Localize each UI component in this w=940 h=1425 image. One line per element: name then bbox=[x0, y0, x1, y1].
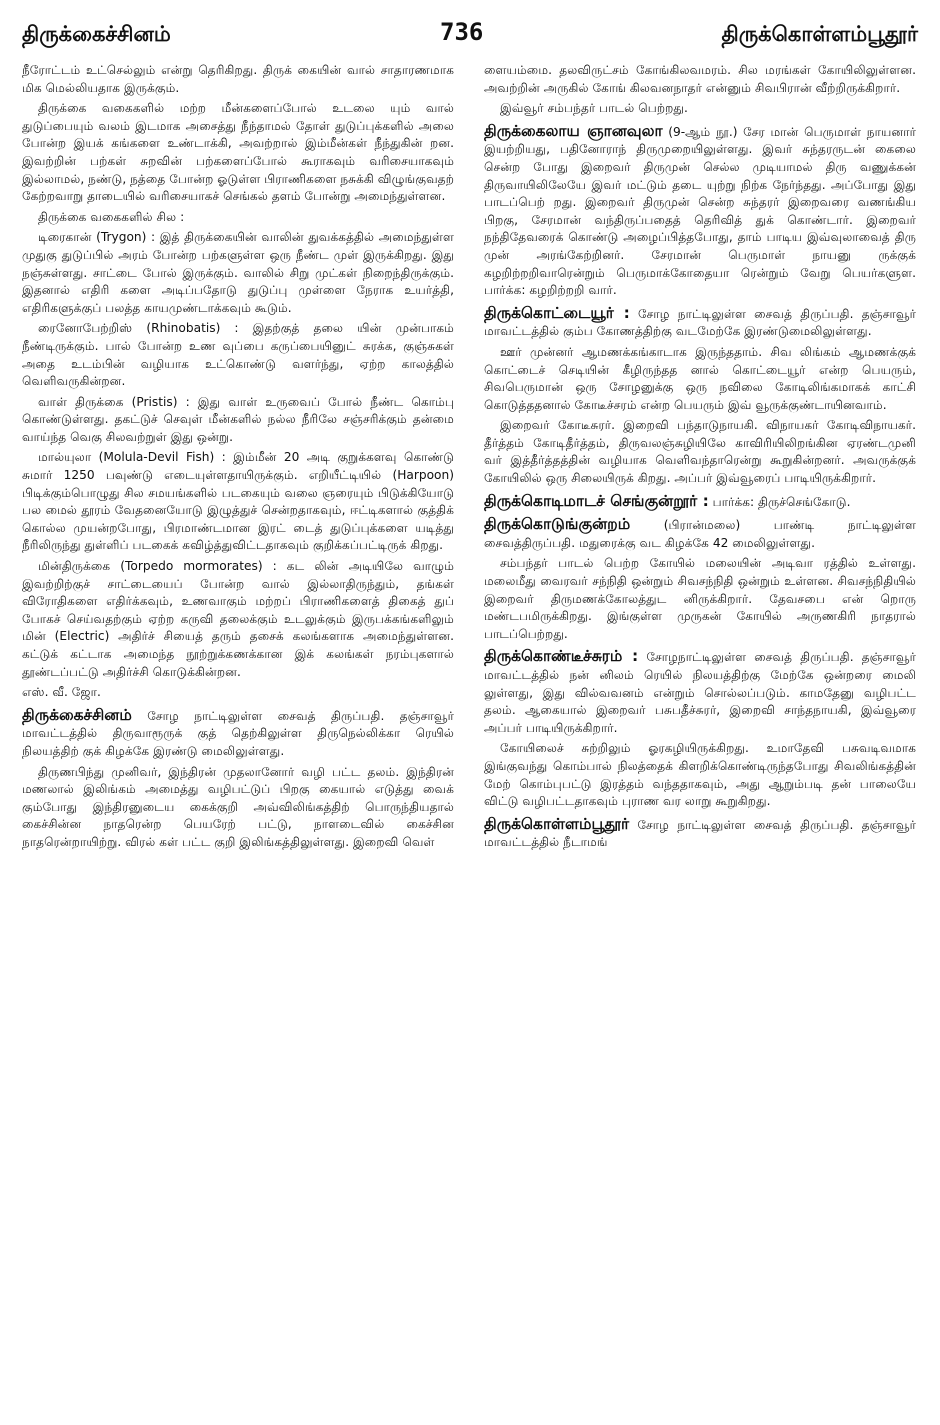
entry-headword: திருக்கைலாய ஞானவுலா bbox=[484, 121, 663, 140]
entry-text: சோழ நாட்டிலுள்ள சைவத் திருப்பதி. தஞ்சாவூர் மாவட்டத்தில் திருவாரூருக் குத் தெற்கிலுள்ள திருநெல்லிக்கா ரெயில் நிலயத்திற் குக் கிழக்கே இரண்டு மைலிலுள்ளது. bbox=[22, 708, 454, 758]
dictionary-entry bbox=[484, 493, 916, 512]
paragraph: ஊர் முன்னர் ஆமணக்கங்காடாக இருந்ததாம். சிவ லிங்கம் ஆமணக்குக் கொட்டைச் செடியின் கீழிருந்தத னால் கொட்டையூர் என்ற பெயரும், சிவபெருமான் ஒரு சோழனுக்கு ஒரு நவிலை கோடிலிங்கமாகக் காட்சி கொடுத்ததனால் கோடீச்சரம் என்ற பெயரும் இவ் வூருக்குண்டாயினவாம். bbox=[484, 344, 916, 412]
dictionary-entry bbox=[484, 123, 916, 300]
paragraph: திருணபிந்து முனிவர், இந்திரன் முதலானோர் வழி பட்ட தலம். இந்திரன் மணலால் இலிங்கம் அமைத்து வழிபட்டுப் பிறகு கையால் எடுத்து வைக் கும்போது இந்திரனுடைய கைக்குறி அவ்விலிங்கத்திற் பொருந்தியதால் கைச்சின்ன நாதரென்ற பெயரேற் பட்டு, நாளடைவில் கைச்சின நாதரென்றாயிற்று. விரல் கள் பட்ட குறி இலிங்கத்திலுள்ளது. இறைவி வெள் bbox=[22, 764, 454, 849]
dictionary-entry bbox=[484, 305, 916, 341]
left-column bbox=[22, 62, 454, 1412]
dictionary-entry bbox=[484, 516, 916, 552]
paragraph: இவ்வூர் சம்பந்தர் பாடல் பெற்றது. bbox=[500, 101, 688, 116]
paragraph: திருக்கை வகைகளில் மற்ற மீன்களைப்போல் உடலை யும் வால் துடுப்பையும் வலம் இடமாக அசைத்து நீந்தாமல் தோள் துடுப்புக்களில் அலை போன்ற இயக் கங்களை உண்டாக்கி, அவற்றால் இம்மீன்கள் நீந்துகின் றன. இவற்றின் பற்கள் சுறவின் பற்களைப்போல் கூராகவும் வரிசையாகவும் இல்லாமல், நண்டு, நத்தை போன்ற ஓடுள்ள பிராணிகளை நசுக்கி விழுங்குவதற் கேற்றவாறு தாடையில் வரிசையாகச் செங்கல் தளம் போன்று அமைந்துள்ளன. bbox=[22, 101, 454, 204]
page-number: 736 bbox=[440, 18, 484, 46]
paragraph: மால்யுலா (Molula-Devil Fish) : இம்மீன் 20 அடி குறுக்களவு கொண்டு சுமார் 1250 பவுண்டு எடையுள்ளதாயிருக்கும். எறியீட்டியில் (Harpoon) பிடிக்கும்பொழுது சில சமயங்களில் படகையும் வலை ஞரையும் பிடுக்கியோடு பல மைல் தூரம் வேதனையோடு இழுத்துச் சென்றதாகவும், ஈட்டிகளால் குத்திக் கொல்ல முயன்றபோது, பிரமாண்டமான இரட் டைத் துடுப்புக்களை யடித்து நீரிலிருந்து துள்ளிப் படகைக் கவிழ்த்துவிட்டதாகவும் குறிக்கப்பட்டிருக் கிறது. bbox=[22, 450, 454, 553]
author-signature: எஸ். வீ. ஜோ. bbox=[22, 685, 101, 700]
page-header bbox=[0, 0, 940, 62]
entry-text: பார்க்க: திருச்செங்கோடு. bbox=[708, 494, 851, 509]
entry-headword: திருக்கைச்சினம் bbox=[22, 705, 132, 724]
paragraph: நீரோட்டம் உட்செல்லும் என்று தெரிகிறது. திருக் கையின் வால் சாதாரணமாக மிக மெல்லியதாக இருக்கும். bbox=[22, 63, 454, 95]
paragraph: டிரைகான் (Trygon) : இத் திருக்கையின் வாலின் துவக்கத்தில் அமைந்துள்ள முதுகு துடுப்பில் அரம் போன்ற பற்களுள்ள ஒரு நீண்ட முள் இருக்கிறது. இது நஞ்சுள்ளது. சாட்டை போல் இருக்கும். வாலில் சிறு முட்கள் நிறைந்திருக்கும். இதனால் எதிரி களை அடிப்பதோடு துடுப்பு முள்ளை நேராக உயர்த்தி, எதிரிகளுக்குப் பலத்த காயமுண்டாக்கவும் கூடும். bbox=[22, 230, 454, 315]
entry-text: (பிரான்மலை) பாண்டி நாட்டிலுள்ள சைவத்திருப்பதி. மதுரைக்கு வட கிழக்கே 42 மைலிலுள்ளது. bbox=[484, 518, 916, 550]
paragraph: சம்பந்தர் பாடல் பெற்ற கோயில் மலையின் அடிவா ரத்தில் உள்ளது. மலைமீது வைரவர் சந்நிதி ஒன்றும் சிவசந்நிதி ஒன்றும் உள்ளன. சிவசந்நிதியில் இறைவர் திருமணக்கோலத்துட னிருக்கிறார். தேவசபை என் றொரு மண்டபமிருக்கிறது. இங்குள்ள முருகன் கோயில் அருணகிரி நாதரால் பாடப்பெற்றது. bbox=[484, 556, 916, 641]
paragraph: திருக்கை வகைகளில் சில : bbox=[38, 209, 185, 224]
entry-headword: திருக்கொள்ளம்பூதூர் bbox=[484, 814, 630, 833]
paragraph: ளையம்மை. தலவிருட்சம் கோங்கிலவமரம். சில மரங்கள் கோயிலிலுள்ளன. அவற்றின் அருகில் கோங் கிலவனநாதர் என்னும் சிவபிரான் வீற்றிருக்கிறார். bbox=[484, 63, 916, 95]
running-head-right: திருக்கொள்ளம்பூதூர் bbox=[721, 22, 918, 46]
entry-text: சோழ நாட்டிலுள்ள சைவத் திருப்பதி. தஞ்சாவூர் மாவட்டத்தில் கும்ப கோணத்திற்கு வடமேற்கே இரண்டுமைலிலுள்ளது. bbox=[484, 306, 916, 339]
paragraph: இறைவர் கோடீசுரர். இறைவி பந்தாடுநாயகி. விநாயகர் கோடிவிநாயகர். தீர்த்தம் கோடிதீர்த்தம், திருவலஞ்சுழியிலே காவிரியிலிறங்கின ஏரண்டமுனி வர் இத்தீர்த்தத்தின் வழியாக வெளிவந்தாரென்று கூறுகின்றனர். அவருக்குக் கோயிலில் ஒரு சிலையிருக் கிறது. அப்பர் இவ்வூரைப் பாடியிருக்கிறார். bbox=[484, 418, 916, 486]
dictionary-entry bbox=[22, 707, 454, 761]
entry-headword: திருக்கொட்டையூர் : bbox=[484, 303, 630, 322]
paragraph: கோயிலைச் சுற்றிலும் ஓரகழியிருக்கிறது. உமாதேவி பசுவடிவமாக இங்குவந்து கொம்பால் நிலத்தைக் கிளறிக்கொண்டிருந்தபோது சிவலிங்கத்தின் மேற் கொம்புபட்டு இரத்தம் வந்ததாகவும், அது ஆறும்படி தன் பாலையே விட்டு வழிபட்டதாகவும் புராண வர லாறு கூறுகிறது. bbox=[484, 741, 916, 809]
paragraph: ரைனோபேற்றிஸ் (Rhinobatis) : இதற்குத் தலை யின் முன்பாகம் நீண்டிருக்கும். பால் போன்ற உண வுப்பை கருப்பையினுட் சுரக்க, குஞ்சுகள் அதை உடம்பின் வழியாக உட்கொண்டு வளர்ந்து, ஏற்ற காலத்தில் வெளிவருகின்றன. bbox=[22, 321, 454, 389]
entry-headword: திருக்கொடுங்குன்றம் bbox=[484, 515, 631, 534]
entry-text: சோழ நாட்டிலுள்ள சைவத் திருப்பதி. தஞ்சாவூர் மாவட்டத்தில் நீடாமங் bbox=[484, 817, 916, 850]
entry-headword: திருக்கொண்டீச்சுரம் : bbox=[484, 647, 639, 666]
dictionary-entry bbox=[484, 648, 916, 737]
paragraph: மின்திருக்கை (Torpedo mormorates) : கட லின் அடியிலே வாழும் இவற்றிற்குச் சாட்டையைப் போன்ற வால் இல்லாதிருந்தும், தங்கள் விரோதிகளை எதிர்க்கவும், உணவாகும் மற்றப் பிராணிகளைத் திகைத் துப் போகச் செய்வதற்கும் ஏற்ற கருவி தலைக்கும் உடலுக்கும் இருபக்கங்களிலும் மின் (Electric) அதிர்ச் சியைத் தரும் தசைக் கலங்களாக அமைந்துள்ளன. கட்டுக் கட்டாக அமைந்த நூற்றுக்கணக்கான இக் கலங்கள் நரம்புகளால் தூண்டப்பட்டு அதிர்ச்சி கொடுக்கின்றன. bbox=[22, 559, 454, 679]
entry-headword: திருக்கொடிமாடச் செங்குன்றூர் : bbox=[484, 491, 709, 510]
entry-text: (9-ஆம் நூ.) சேர மான் பெருமாள் நாயனார் இயற்றியது, பதினோராந் திருமுறையிலுள்ளது. இவர் சுந்தரருடன் கைலை சென்ற போது இறைவர் திருமுன் செல்ல முடியாமல் திரு வணுக்கன் திருவாயிலிலேயே இவர் மட்டும் தடை யுற்று நிற்க நேர்ந்தது. அப்போது இது பாடப்பெற் றது. இறைவர் திருமுன் சென்ற சுந்தரர் இறைவரை வணங்கிய பிறகு, சேரமான் வந்திருப்பதைத் தெரிவித் துக் கொண்டார். இறைவர் நந்திதேவரைக் கொண்டு அழைப்பித்தபோது, தாம் பாடிய இவ்வுலாவைத் திரு முன் அரங்கேற்றினர். சேரமான் பெருமாள் நாயனு ருக்குக் கழறிற்றறிவாரென்றும் பெருமாக்கோதையா ரென்றும் வேறு பெயர்களுள. பார்க்க: கழறிற்றறி வார். bbox=[484, 124, 916, 298]
dictionary-entry bbox=[484, 816, 916, 852]
entry-text: சோழநாட்டிலுள்ள சைவத் திருப்பதி. தஞ்சாவூர் மாவட்டத்தில் நன் னிலம் ரெயில் நிலயத்திற்கு மேற்கே ஒன்றரை மைலி லுள்ளது, இது வில்வவனம் என்றும் சொல்லப்படும். காமதேனு வழிபட்ட தலம். ஆகையால் இறைவர் பசுபதீச்சுரர், இறைவி சாந்தநாயகி, இவ்வூரை அப்பர் பாடியிருக்கிறார். bbox=[484, 650, 916, 735]
running-head-left: திருக்கைச்சினம் bbox=[22, 22, 171, 46]
right-column bbox=[484, 62, 916, 1412]
paragraph: வாள் திருக்கை (Pristis) : இது வாள் உருவைப் போல் நீண்ட கொம்பு கொண்டுள்ளது. தகட்டுச் செவுள் மீன்களில் நல்ல நீரிலே சஞ்சரிக்கும் தன்மை வாய்ந்த வெகு சிலவற்றுள் இது ஒன்று. bbox=[22, 394, 454, 444]
